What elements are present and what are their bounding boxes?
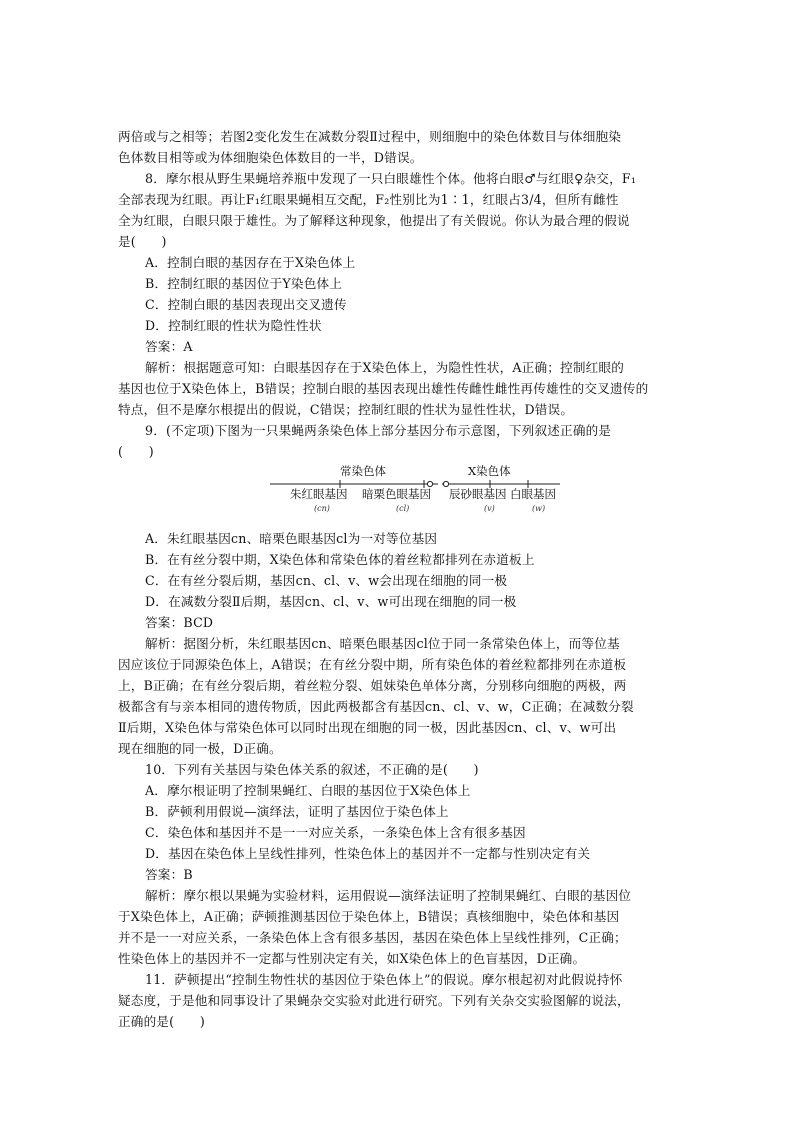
- text-line: C．染色体和基因并不是一一对应关系，一条染色体上含有很多基因: [145, 825, 526, 840]
- text-line: 全部表现为红眼。再让F₁红眼果蝇相互交配，F₂性别比为1∶1，红眼占3/4，但所有雌性: [118, 192, 619, 207]
- text-line: D．基因在染色体上呈线性排列，性染色体上的基因并不一定都与性别决定有关: [145, 846, 591, 861]
- text-line: B．萨顿利用假说—演绎法，证明了基因位于染色体上: [145, 804, 449, 819]
- text-line: 特点，但不是摩尔根提出的假说，C错误；控制红眼的性状为显性性状，D错误。: [118, 402, 574, 417]
- text-line: 上，B正确；在有丝分裂后期，着丝粒分裂、姐妹染色单体分离，分别移向细胞的两极，两: [118, 678, 627, 693]
- gene-label-w: 白眼基因: [510, 487, 556, 501]
- text-line: 10．下列有关基因与染色体关系的叙述，不正确的是( ): [145, 762, 479, 777]
- text-line: 并不是一一对应关系，一条染色体上含有很多基因，基因在染色体上呈线性排列，C正确；: [118, 930, 627, 945]
- text-line: Ⅱ后期，X染色体与常染色体可以同时出现在细胞的同一极，因此基因cn、cl、v、w可出: [118, 720, 617, 735]
- gene-symbol-cn: (cn): [314, 504, 330, 513]
- text-line: B．控制红眼的基因位于Y染色体上: [145, 276, 343, 291]
- text-line: B．在有丝分裂中期，X染色体和常染色体的着丝粒都排列在赤道板上: [145, 552, 535, 567]
- gene-symbol-cl: (cl): [396, 504, 410, 513]
- text-line: A．摩尔根证明了控制果蝇红、白眼的基因位于X染色体上: [145, 783, 471, 798]
- text-line: 解析：根据题意可知：白眼基因存在于X染色体上，为隐性性状，A正确；控制红眼的: [145, 360, 625, 375]
- text-line: D．控制红眼的性状为隐性性状: [145, 318, 322, 333]
- gene-symbol-v: (v): [484, 504, 495, 513]
- text-line: 因应该位于同源染色体上，A错误；在有丝分裂中期，所有染色体的着丝粒都排列在赤道板: [118, 657, 627, 672]
- autosome-label: 常染色体: [340, 464, 386, 478]
- text-line: 基因也位于X染色体上，B错误；控制白眼的基因表现出雄性传雌性雌性再传雄性的交叉遗传的: [118, 381, 649, 396]
- gene-label-cl: 暗栗色眼基因: [362, 487, 431, 501]
- text-line: 解析：据图分析，朱红眼基因cn、暗栗色眼基因cl位于同一条常染色体上，而等位基: [145, 636, 620, 651]
- text-block-lower: [118, 528, 678, 1032]
- text-line: 现在细胞的同一极，D正确。: [118, 741, 282, 756]
- text-line: 解析：摩尔根以果蝇为实验材料，运用假说—演绎法证明了控制果蝇红、白眼的基因位: [145, 888, 632, 903]
- gene-label-v: 辰砂眼基因: [449, 487, 507, 501]
- text-line: 疑态度，于是他和同事设计了果蝇杂交实验对此进行研究。下列有关杂交实验图解的说法，: [118, 993, 630, 1008]
- text-line: D．在减数分裂Ⅱ后期，基因cn、cl、v、w可出现在细胞的同一极: [145, 594, 517, 609]
- text-line: 答案：B: [145, 867, 193, 882]
- text-line: 于X染色体上，A正确；萨顿推测基因位于染色体上，B错误；真核细胞中，染色体和基因: [118, 909, 620, 924]
- text-line: C．在有丝分裂后期，基因cn、cl、v、w会出现在细胞的同一极: [145, 573, 508, 588]
- text-line: 9．(不定项)下图为一只果蝇两条染色体上部分基因分布示意图，下列叙述正确的是: [145, 423, 612, 438]
- text-line: 答案：A: [145, 339, 193, 354]
- document-page: [118, 126, 678, 1032]
- text-line: 色体数目相等或为体细胞染色体数目的一半，D错误。: [118, 150, 423, 165]
- gene-symbol-w: (w): [532, 504, 546, 513]
- text-line: 性染色体上的基因并不一定都与性别决定有关，如X染色体上的色盲基因，D正确。: [118, 951, 586, 966]
- text-line: 极都含有与亲本相同的遗传物质，因此两极都含有基因cn、cl、v、w，C正确；在减数分裂: [118, 699, 634, 714]
- text-line: ( ): [118, 444, 154, 459]
- chromosome-diagram: [118, 464, 678, 524]
- text-line: 是( ): [118, 234, 167, 249]
- text-line: 8．摩尔根从野生果蝇培养瓶中发现了一只白眼雄性个体。他将白眼♂与红眼♀杂交，F₁: [145, 171, 637, 186]
- text-line: 11．萨顿提出“控制生物性状的基因位于染色体上”的假说。摩尔根起初对此假说持怀: [145, 972, 623, 987]
- gene-label-cn: 朱红眼基因: [290, 487, 348, 501]
- x-chromosome-label: X染色体: [468, 464, 511, 478]
- text-line: 答案：BCD: [145, 615, 214, 630]
- text-block-upper: [118, 126, 678, 462]
- text-line: 正确的是( ): [118, 1014, 205, 1029]
- text-line: 全为红眼，白眼只限于雄性。为了解释这种现象，他提出了有关假说。你认为最合理的假说: [118, 213, 630, 228]
- text-line: A．朱红眼基因cn、暗栗色眼基因cl为一对等位基因: [145, 531, 438, 546]
- text-line: C．控制白眼的基因表现出交叉遗传: [145, 297, 347, 312]
- text-line: 两倍或与之相等；若图2变化发生在减数分裂Ⅱ过程中，则细胞中的染色体数目与体细胞染: [118, 129, 622, 144]
- text-line: A．控制白眼的基因存在于X染色体上: [145, 255, 356, 270]
